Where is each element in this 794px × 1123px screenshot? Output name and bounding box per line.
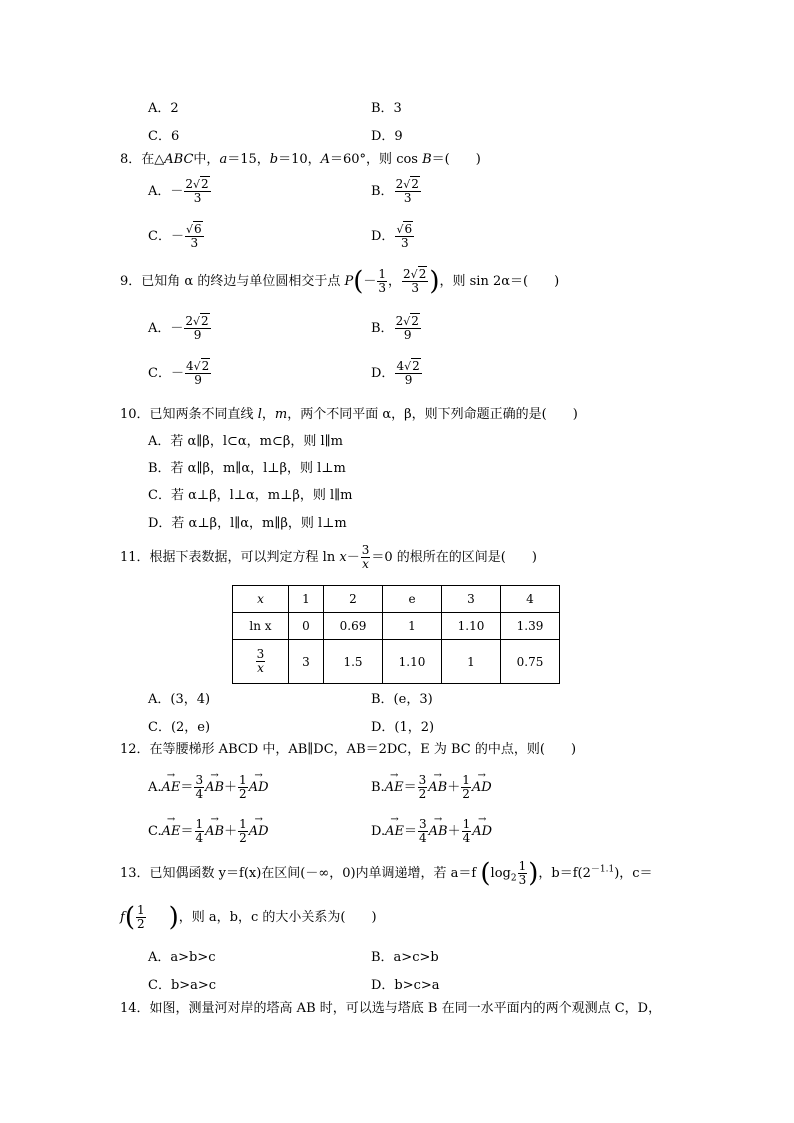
table-cell: e bbox=[383, 586, 442, 613]
table-cell: 2 bbox=[324, 586, 383, 613]
table-cell: 1.10 bbox=[442, 613, 501, 640]
q11-option-b: B．(e，3) bbox=[371, 692, 433, 707]
q13-option-c: C．b>a>c bbox=[148, 978, 217, 993]
q11-option-d: D．(1，2) bbox=[371, 720, 435, 735]
q9-option-b: B． $\frac{2√2}{9}$ bbox=[371, 314, 419, 342]
q10-option-a: A．若 α∥β，l⊂α，m⊂β，则 l∥m bbox=[148, 434, 344, 449]
q14-stem: 14．如图，测量河对岸的塔高 AB 时，可以选与塔底 B 在同一水平面内的两个观测点 C，D， bbox=[120, 1001, 662, 1016]
table-cell: 3 bbox=[442, 586, 501, 613]
table-cell: 4 bbox=[501, 586, 560, 613]
q10-option-c: C．若 α⊥β，l⊥α，m⊥β，则 l∥m bbox=[148, 488, 353, 503]
table-row bbox=[233, 613, 560, 640]
q7-option-c: C．6 bbox=[148, 129, 180, 144]
q13-option-a: A．a>b>c bbox=[148, 950, 216, 965]
q11-option-a: A．(3，4) bbox=[148, 692, 211, 707]
table-cell: x bbox=[233, 586, 289, 613]
table-cell: 3 bbox=[289, 640, 324, 684]
q12-option-d: D.→ AE＝ $\frac{3}{4}$ → AB＋ $\frac{1}{4}$ → AD bbox=[371, 818, 492, 845]
q13-stem-cont: f( $\frac{1}{2}$ )，则 a，b，c 的大小关系为( ) bbox=[120, 902, 377, 933]
q10-option-d: D．若 α⊥β，l∥α，m∥β，则 l⊥m bbox=[148, 516, 347, 531]
q11-stem: 11．根据下表数据，可以判定方程 ln x－ $\frac{3}{x}$ ＝0 的根所在的区间是( ) bbox=[120, 543, 537, 571]
q8-option-d: D． $\frac{√6}{3}$ bbox=[371, 222, 413, 250]
q10-stem: 10．已知两条不同直线 l，m，两个不同平面 α，β，则下列命题正确的是( ) bbox=[120, 407, 578, 422]
q7-option-a: A．2 bbox=[148, 101, 179, 116]
q8-option-a: A．－ $\frac{2√2}{3}$ bbox=[148, 177, 209, 205]
table-cell: 1.5 bbox=[324, 640, 383, 684]
q7-option-b: B．3 bbox=[371, 101, 402, 116]
table-cell: 0.75 bbox=[501, 640, 560, 684]
q12-option-c: C.→ AE＝ $\frac{1}{4}$ → AB＋ $\frac{1}{2}$ → AD bbox=[148, 818, 269, 845]
table-row bbox=[233, 640, 560, 684]
table-cell: 1.39 bbox=[501, 613, 560, 640]
q8-stem: 8．在△ABC中，a＝15，b＝10，A＝60°，则 cos B＝( ) bbox=[120, 152, 481, 167]
q8-option-c: C．－ $\frac{√6}{3}$ bbox=[148, 222, 202, 250]
table-cell: 1 bbox=[289, 586, 324, 613]
table-row bbox=[233, 586, 560, 613]
data-table bbox=[232, 585, 560, 684]
q12-option-a: A.→ AE＝ $\frac{3}{4}$ → AB＋ $\frac{1}{2}$ → AD bbox=[148, 774, 269, 801]
q13-option-b: B．a>c>b bbox=[371, 950, 439, 965]
table-cell: 1.10 bbox=[383, 640, 442, 684]
table-cell: 1 bbox=[383, 613, 442, 640]
q13-option-d: D．b>c>a bbox=[371, 978, 440, 993]
q9-option-a: A．－ $\frac{2√2}{9}$ bbox=[148, 314, 209, 342]
q10-option-b: B．若 α∥β，m∥α，l⊥β，则 l⊥m bbox=[148, 461, 346, 476]
q12-stem: 12．在等腰梯形 ABCD 中，AB∥DC，AB＝2DC，E 为 BC 的中点，则( ) bbox=[120, 742, 577, 757]
q7-option-d: D．9 bbox=[371, 129, 403, 144]
table-cell: 0.69 bbox=[324, 613, 383, 640]
q8-option-b: B． $\frac{2√2}{3}$ bbox=[371, 177, 419, 205]
q13-stem: 13．已知偶函数 y＝f(x)在区间(－∞，0)内单调递增，若 a＝f ($\log_2$ $\frac{1}{3}$ )，$b=f(2^{-1.1})$，c＝ bbox=[120, 858, 653, 889]
q12-option-b: B.→ AE＝ $\frac{3}{2}$ → AB＋ $\frac{1}{2}$ → AD bbox=[371, 774, 492, 801]
q11-option-c: C．(2，e) bbox=[148, 720, 211, 735]
table-cell: $\frac{3}{x}$ bbox=[233, 640, 289, 684]
table-cell: 1 bbox=[442, 640, 501, 684]
table-cell: 0 bbox=[289, 613, 324, 640]
q9-option-c: C．－ $\frac{4√2}{9}$ bbox=[148, 359, 210, 387]
table-cell: ln x bbox=[233, 613, 289, 640]
q9-stem: 9．已知角 α 的终边与单位圆相交于点 P(－ $\frac{1}{3}$ ， $\frac{2√2}{3}$ )，则 sin 2α＝( ) bbox=[120, 266, 560, 297]
q9-option-d: D． $\frac{4√2}{9}$ bbox=[371, 359, 420, 387]
